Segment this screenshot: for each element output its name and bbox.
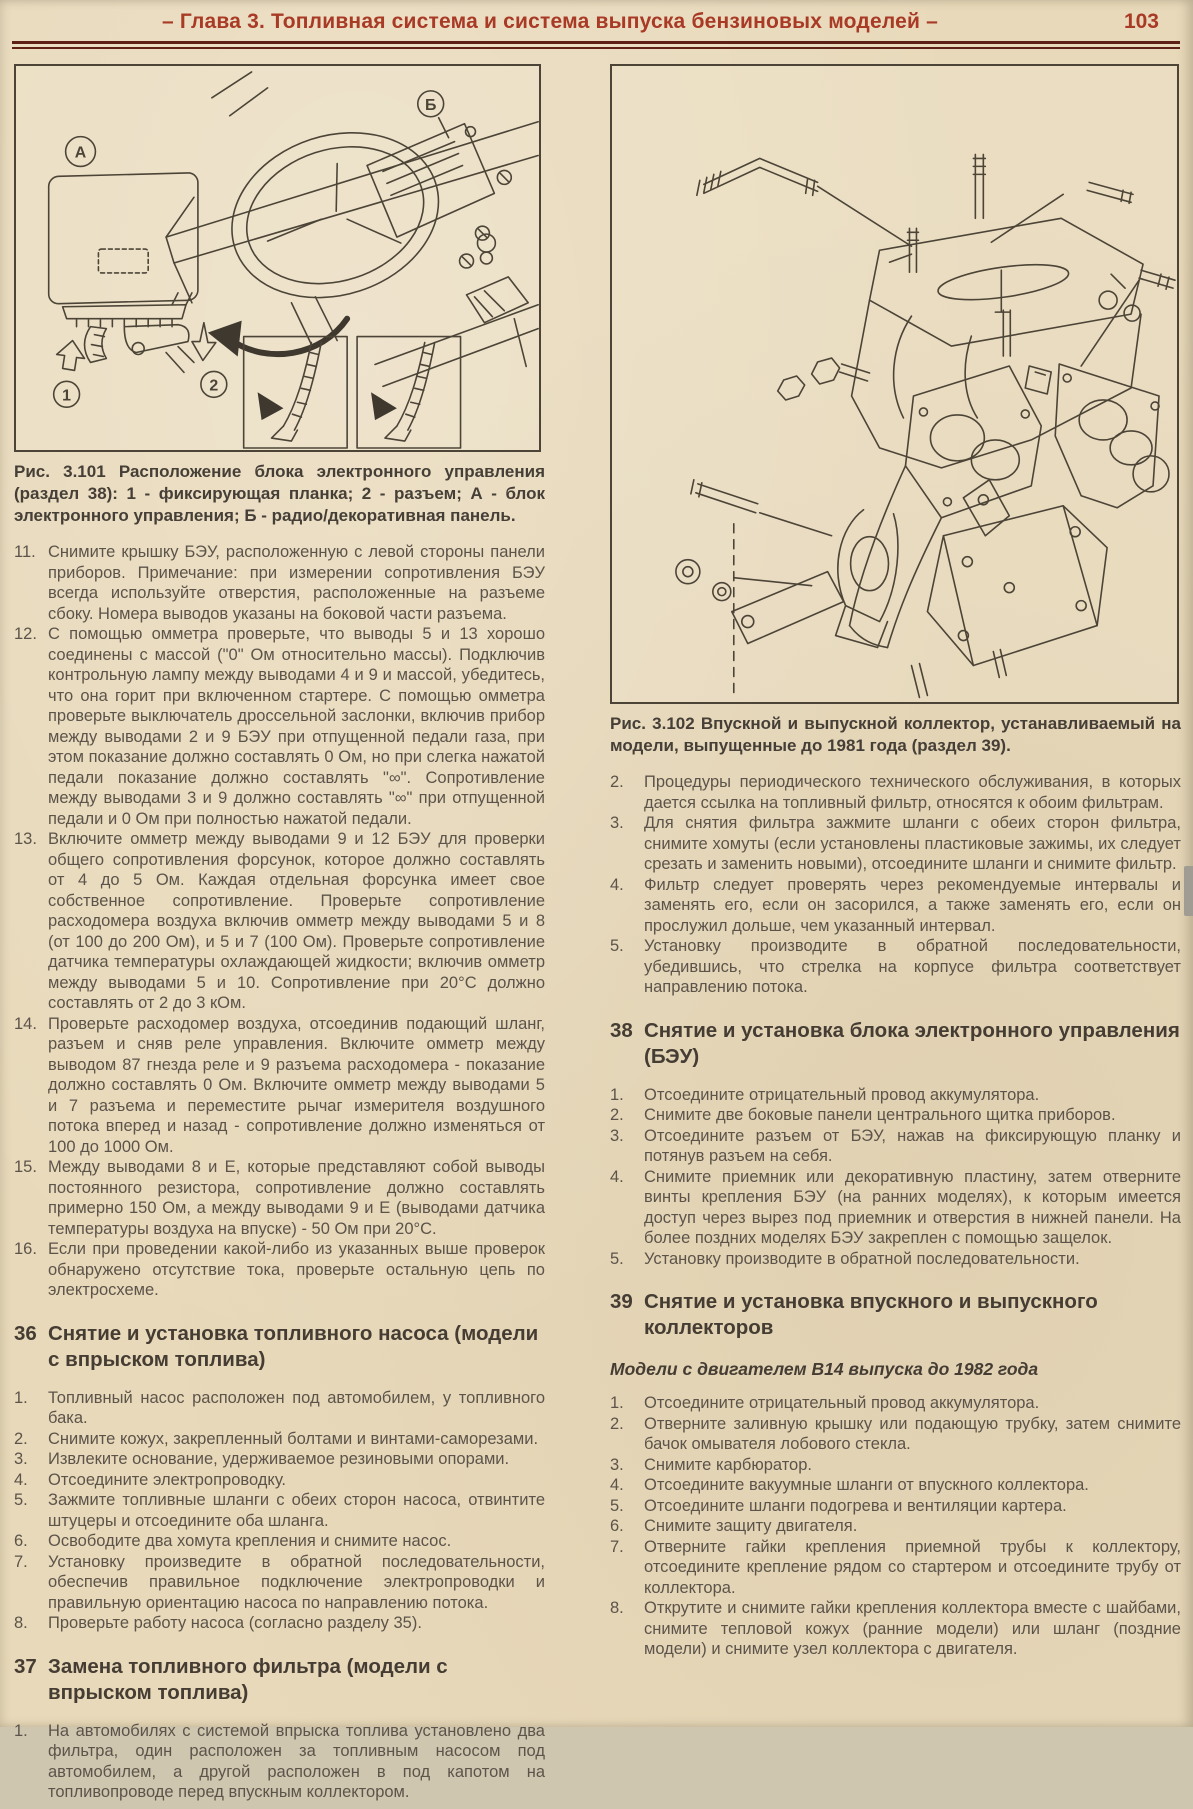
- list-item-text: Между выводами 8 и Е, которые представляют собой выводы постоянного резистора, сопротивление должно составлять примерно 150 Ом, а между выводами 9 и Е (выводами датчика температуры воздуха на впуске) - 50 Ом при 20°С.: [48, 1158, 545, 1238]
- list-item: [14, 542, 545, 624]
- list-item: [14, 1449, 545, 1470]
- list-item-number: 2.: [610, 1106, 624, 1124]
- list-item: [610, 936, 1181, 998]
- list-item: [14, 1388, 545, 1429]
- section-number: 37: [14, 1654, 37, 1678]
- list-item: [610, 1455, 1181, 1476]
- label-2: 2: [209, 377, 219, 395]
- list-item-number: 14.: [14, 1014, 37, 1033]
- list-item-number: 5.: [610, 1496, 624, 1515]
- list-item: [14, 1157, 545, 1239]
- list-item: [610, 1126, 1181, 1167]
- figure-3-101-caption: Рис. 3.101 Расположение блока электронного управления (раздел 38): 1 - фиксирующая планка; 2 - разъем; А - блок электронного управления; Б - радио/декоративная панель.: [14, 462, 545, 525]
- list-item-text: Снимите две боковые панели центрального щитка приборов.: [644, 1106, 1116, 1124]
- list-item: [14, 1239, 545, 1301]
- list-item-number: 2.: [610, 773, 624, 791]
- section-number: 36: [14, 1321, 37, 1345]
- inset-arrow-icon-1: [258, 392, 284, 420]
- list-item: [610, 1249, 1181, 1270]
- list-item: [610, 1167, 1181, 1249]
- section-title: Замена топливного фильтра (модели с впрыском топлива): [48, 1654, 448, 1704]
- latch-and-connector: [85, 325, 194, 373]
- list-item-number: 1.: [14, 1721, 28, 1740]
- carburetor-flange: [870, 218, 1144, 346]
- list-item-number: 3.: [610, 1126, 624, 1145]
- list-item-text: Освободите два хомута крепления и снимите насос.: [48, 1532, 452, 1550]
- list-item-text: Фильтр следует проверять через рекомендуемые интервалы и заменять его, если он засорился, а также заменять его, если он прослужил дольше, чем указанный интервал.: [644, 875, 1181, 935]
- list-item-text: Топливный насос расположен под автомобилем, у топливного бака.: [48, 1388, 545, 1427]
- list-item-text: Снимите карбюратор.: [644, 1455, 812, 1474]
- list-item: [610, 875, 1181, 937]
- header-rule-thick: [12, 41, 1180, 44]
- list-item-text: Зажмите топливные шланги с обеих сторон насоса, отвинтите штуцеры и отсоедините оба шланга.: [48, 1491, 545, 1530]
- list-item-number: 8.: [610, 1599, 624, 1617]
- list-item-text: Проверьте расходомер воздуха, отсоединив подающий шланг, разъем и сняв реле управления. Включите омметр между выводом 87 гнезда реле и 9 разъема расходомера - показание должно составлять 0 Ом. Включите омметр между выводами 5 и 7 разъема и переместите рычаг измерителя воздушного потока вперед и назад - сопротивление должно изменяться от 100 до 1000 Ом.: [48, 1014, 545, 1156]
- list-item: [14, 1531, 545, 1552]
- manifold-exploded-drawing: [612, 66, 1177, 702]
- section-39-heading: [610, 1289, 1181, 1341]
- section-36-list: [14, 1388, 545, 1634]
- list-item: [610, 1105, 1181, 1126]
- right-column: [610, 64, 1181, 1666]
- ecu-check-list: [14, 542, 545, 1301]
- list-item-number: 3.: [610, 1455, 624, 1474]
- list-item-text: Установку произведите в обратной последовательности, обеспечив правильное подключение электропроводки и правильную ориентацию насоса по направлению потока.: [48, 1552, 545, 1612]
- ecu-location-drawing: [16, 66, 539, 450]
- curved-arrow-icon: [208, 319, 347, 357]
- steering-wheel: [210, 107, 460, 349]
- list-item-text: Проверьте работу насоса (согласно разделу 35).: [48, 1614, 422, 1632]
- list-item: [610, 1516, 1181, 1537]
- list-item-number: 8.: [14, 1614, 28, 1632]
- list-item-text: Отверните гайки крепления приемной трубы к коллектору, отсоедините крепление рядом со стартером и отсоедините трубу от коллектора.: [644, 1537, 1181, 1597]
- list-item-number: 7.: [14, 1552, 28, 1571]
- manifold-body: [852, 291, 1141, 468]
- list-item: [610, 1475, 1181, 1496]
- list-item-text: Отверните заливную крышку или подающую трубку, затем снимите бачок омывателя лобового стекла.: [644, 1414, 1181, 1453]
- list-item: [14, 624, 545, 829]
- gear-shifter: [375, 234, 538, 386]
- list-item: [14, 1014, 545, 1158]
- list-item-number: 5.: [610, 1249, 624, 1268]
- list-item-number: 5.: [610, 937, 624, 955]
- section-39-subheading: Модели с двигателем В14 выпуска до 1982 года: [610, 1359, 1039, 1379]
- list-item: [610, 1598, 1181, 1660]
- list-item-number: 1.: [610, 1085, 624, 1104]
- section-38-list: [610, 1085, 1181, 1270]
- section-number: 38: [610, 1018, 633, 1042]
- list-item-text: Если при проведении какой-либо из указанных выше проверок обнаружено отсутствие тока, проверьте остальную цепь по электросхеме.: [48, 1240, 545, 1299]
- list-item-text: Отсоедините отрицательный провод аккумулятора.: [644, 1085, 1040, 1104]
- list-item-number: 1.: [14, 1388, 28, 1407]
- middle-gasket: [905, 366, 1041, 518]
- list-item-number: 6.: [14, 1532, 28, 1550]
- list-item-text: Снимите крышку БЭУ, расположенную с левой стороны панели приборов. Примечание: при измерении сопротивления БЭУ всегда используйте отверстия, расположенные на разъеме сбоку. Номера выводов указаны на боковой части разъема.: [48, 543, 545, 623]
- list-item-text: Снимите кожух, закрепленный болтами и винтами-саморезами.: [48, 1429, 539, 1448]
- list-item-text: Открутите и снимите гайки крепления коллектора вместе с шайбами, снимите тепловой кожух (ранние модели) или шланг (поздние модели) и снимите узел коллектора с двигателя.: [644, 1599, 1181, 1658]
- exhaust-runner: [836, 466, 942, 648]
- list-item-text: Снимите защиту двигателя.: [644, 1517, 858, 1535]
- section-number: 39: [610, 1290, 633, 1313]
- list-item-number: 11.: [14, 543, 36, 561]
- label-a: А: [74, 144, 87, 162]
- fuel-filter-list: [610, 772, 1181, 998]
- section-38-heading: [610, 1018, 1181, 1070]
- list-item: [610, 1537, 1181, 1599]
- list-item-number: 12.: [14, 625, 37, 643]
- list-item-text: Процедуры периодического технического обслуживания, в которых дается ссылка на топливный фильтр, относятся к обоим фильтрам.: [644, 773, 1181, 812]
- scan-artifact-mark: [1184, 866, 1193, 916]
- list-item: [14, 1429, 545, 1450]
- list-item: [14, 1613, 545, 1634]
- section-title: Снятие и установка впускного и выпускного коллекторов: [644, 1290, 1098, 1339]
- figure-3-102-caption: Рис. 3.102 Впускной и выпускной коллектор, устанавливаемый на модели, выпущенные до 1981 года (раздел 39).: [610, 714, 1181, 755]
- list-item-text: Отсоедините электропроводку.: [48, 1470, 287, 1489]
- right-gasket-and-flange: [1055, 364, 1169, 508]
- figure-3-101: [14, 64, 541, 452]
- list-item-text: Отсоедините разъем от БЭУ, нажав на фиксирующую планку и потянув разъем на себя.: [644, 1126, 1181, 1165]
- inset-detail-2: [357, 337, 460, 448]
- label-1: 1: [62, 387, 72, 405]
- list-item-number: 5.: [14, 1491, 28, 1509]
- list-item-number: 2.: [14, 1429, 28, 1448]
- section-36-heading: [14, 1321, 545, 1373]
- list-item-text: Извлеките основание, удерживаемое резиновыми опорами.: [48, 1450, 510, 1468]
- left-column: [14, 64, 545, 1809]
- list-item-number: 1.: [610, 1394, 624, 1412]
- list-item-number: 6.: [610, 1517, 624, 1535]
- list-item-number: 13.: [14, 830, 37, 848]
- list-item-number: 4.: [610, 1476, 624, 1494]
- inset-arrow-icon-2: [371, 392, 397, 420]
- list-item-number: 4.: [610, 1167, 624, 1186]
- console-screws: [460, 170, 512, 267]
- list-item-number: 15.: [14, 1158, 37, 1176]
- list-item-number: 16.: [14, 1240, 37, 1258]
- list-item-text: Включите омметр между выводами 9 и 12 БЭУ для проверки общего сопротивления форсунок, которое должно составлять от 4 до 5 Ом. Каждая отдельная форсунка имеет свое собственное сопротивление. Проверьте сопротивление расходомера воздуха включив омметр между выводами 5 и 8 (от 100 до 200 Ом), и 5 и 7 (100 Ом). Проверьте сопротивление датчика температуры охлаждающей жидкости; включив омметр между выводами 5 и 10. Сопротивление при 20°С должно составлять от 2 до 3 кОм.: [48, 830, 545, 1012]
- chapter-header: – Глава 3. Топливная система и система выпуска бензиновых моделей –: [161, 10, 939, 33]
- list-item: [610, 1414, 1181, 1455]
- list-item: [610, 1496, 1181, 1517]
- list-item-text: Для снятия фильтра зажмите шланги с обеих сторон фильтра, снимите хомуты (если установлены пластиковые зажимы, их следует срезать и заменить новыми), отсоедините шланги и снимите фильтр.: [644, 814, 1181, 873]
- list-item-number: 4.: [14, 1470, 28, 1489]
- list-item-number: 7.: [610, 1537, 624, 1556]
- section-title: Снятие и установка топливного насоса (модели с впрыском топлива): [48, 1321, 539, 1371]
- list-item-text: С помощью омметра проверьте, что выводы 5 и 13 хорошо соединены с массой ("0" Ом относительно массы). Подключив контрольную лампу между выводами 4 и 9 и массой, убедитесь, что она горит при включенном стартере. С помощью омметра проверьте выключатель дроссельной заслонки, включив прибор между выводами 2 и 9 БЭУ при отпущенной педали газа, при этом показание должно составлять 0 Ом, но при слегка нажатой педали показание должно составлять "∞". Сопротивление между выводами 3 и 9 должно составлять "∞" при отпущенной педали и 0 Ом при полностью нажатой педали.: [48, 625, 545, 828]
- list-item: [610, 813, 1181, 875]
- list-item: [610, 1085, 1181, 1106]
- figure-3-102: [610, 64, 1179, 704]
- section-title: Снятие и установка блока электронного управления (БЭУ): [644, 1018, 1180, 1068]
- release-arrow-icons: [57, 323, 216, 371]
- list-item-text: Отсоедините отрицательный провод аккумулятора.: [644, 1394, 1040, 1412]
- list-item-text: На автомобилях с системой впрыска топлива установлено два фильтра, один расположен за топливным насосом под автомобилем, а другой расположен в под капотом на топливопроводе перед впускным коллектором.: [48, 1721, 545, 1801]
- list-item: [14, 1721, 545, 1803]
- list-item-text: Снимите приемник или декоративную пластину, затем отверните винты крепления БЭУ (на ранних моделях), к которым имеется доступ через вырез под приемник и отверстия в нижней панели. На более поздних моделях БЭУ закреплен с помощью защелок.: [644, 1167, 1181, 1247]
- list-item-text: Отсоедините вакуумные шланги от впускного коллектора.: [644, 1476, 1089, 1494]
- list-item: [14, 1490, 545, 1531]
- section-39-list: [610, 1393, 1181, 1660]
- list-item: [610, 1393, 1181, 1414]
- section-37-heading: [14, 1654, 545, 1706]
- label-b: Б: [424, 96, 437, 114]
- list-item-number: 3.: [610, 814, 624, 832]
- dashboard-lines: [166, 72, 538, 303]
- header-rule-thin: [12, 47, 1180, 49]
- list-item-text: Установку производите в обратной последовательности.: [644, 1249, 1080, 1268]
- radio-panel: [367, 118, 494, 237]
- list-item: [14, 1552, 545, 1614]
- ecu-unit: [49, 173, 198, 327]
- list-item-number: 3.: [14, 1450, 28, 1468]
- list-item: [14, 1470, 545, 1491]
- mounting-bracket: [732, 480, 1107, 698]
- list-item: [610, 772, 1181, 813]
- list-item-text: Установку производите в обратной последовательности, убедившись, что стрелка на корпусе фильтра соответствует направлению потока.: [644, 937, 1181, 996]
- list-item-text: Отсоедините шланги подогрева и вентиляции картера.: [644, 1496, 1067, 1515]
- list-item-number: 2.: [610, 1414, 624, 1433]
- list-item-number: 4.: [610, 875, 624, 894]
- section-37-list: [14, 1721, 545, 1803]
- page-number: 103: [1123, 10, 1159, 33]
- list-item: [14, 829, 545, 1014]
